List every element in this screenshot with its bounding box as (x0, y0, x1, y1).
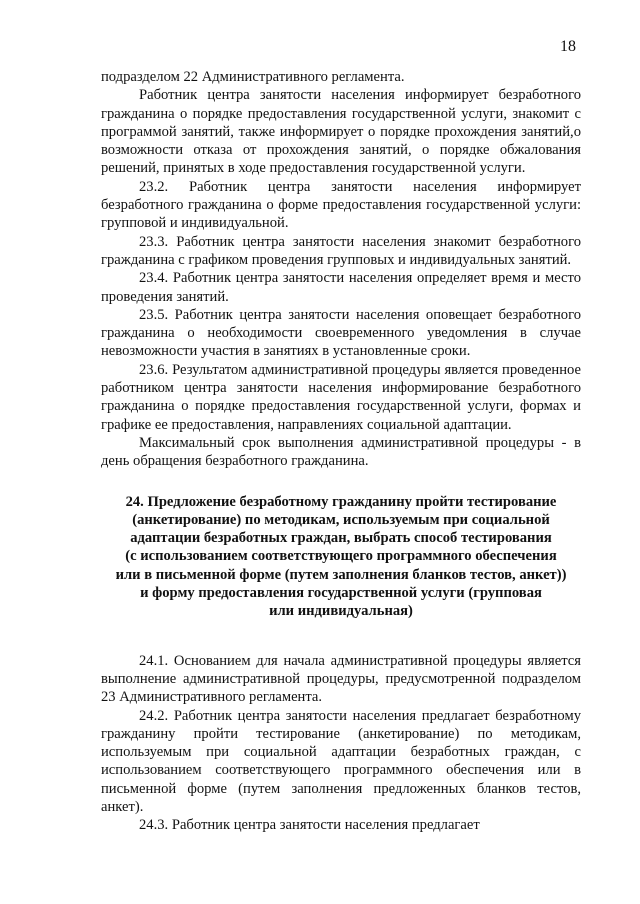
paragraph-24-2: 24.2. Работник центра занятости населения предлагает безработному гражданину пройти тестирование (анкетирование) по методикам, используемым при социальной адаптации безработных граждан, с использованием соответствующего программного обеспечения или в письменной форме (путем заполнения предложенных бланков тестов, анкет). (101, 707, 581, 815)
paragraph-23-6: 23.6. Результатом административной процедуры является проведенное работником центра занятости населения информирование безработного гражданина о порядке предоставления государственной услуги, формах и графике ее предоставления, направлениях социальной адаптации. (101, 361, 581, 433)
section-heading-line: или индивидуальная) (269, 603, 413, 620)
section-heading-24 (101, 493, 581, 621)
document-body (101, 68, 581, 835)
paragraph-23-3: 23.3. Работник центра занятости населения знакомит безработного гражданина с графиком проведения групповых и индивидуальных занятий. (101, 233, 581, 268)
section-heading-line: адаптации безработных граждан, выбрать способ тестирования (130, 530, 552, 547)
section-heading-line: 24. Предложение безработному гражданину пройти тестирование (125, 493, 557, 510)
paragraph-1: подразделом 22 Административного регламента. (101, 69, 405, 85)
section-heading-line: или в письменной форме (путем заполнения бланков тестов, анкет)) (115, 566, 567, 583)
paragraph-23-2: 23.2. Работник центра занятости населения информирует безработного гражданина о форме предоставления государственной услуги: групповой и индивидуальной. (101, 178, 581, 232)
paragraph-23-5: 23.5. Работник центра занятости населения оповещает безработного гражданина о необходимости своевременного уведомления в случае невозможности участия в занятиях в установленные сроки. (101, 306, 581, 360)
section-heading-line: и форму предоставления государственной услуги (групповая (140, 585, 542, 602)
paragraph-24-3: 24.3. Работник центра занятости населения предлагает (139, 817, 480, 834)
paragraph-max-term: Максимальный срок выполнения административной процедуры - в день обращения безработного гражданина. (101, 434, 581, 470)
section-heading-line: (с использованием соответствующего программного обеспечения (125, 548, 557, 565)
paragraph-24-1: 24.1. Основанием для начала административной процедуры является выполнение административной процедуры, предусмотренной подразделом 23 Административного регламента. (101, 652, 581, 706)
page-number: 18 (560, 38, 576, 55)
section-heading-line: (анкетирование) по методикам, используемым при социальной (132, 511, 550, 528)
paragraph-23-4: 23.4. Работник центра занятости населения определяет время и место проведения занятий. (101, 270, 581, 305)
paragraph-2: Работник центра занятости населения информирует безработного гражданина о порядке предоставления государственной услуги, знакомит с программой занятий, также информирует о порядке прохождения занятий,о возможности отказа от прохождения занятий, о порядке обжалования решений, принятых в ходе предоставления государственной услуги. (101, 87, 581, 177)
